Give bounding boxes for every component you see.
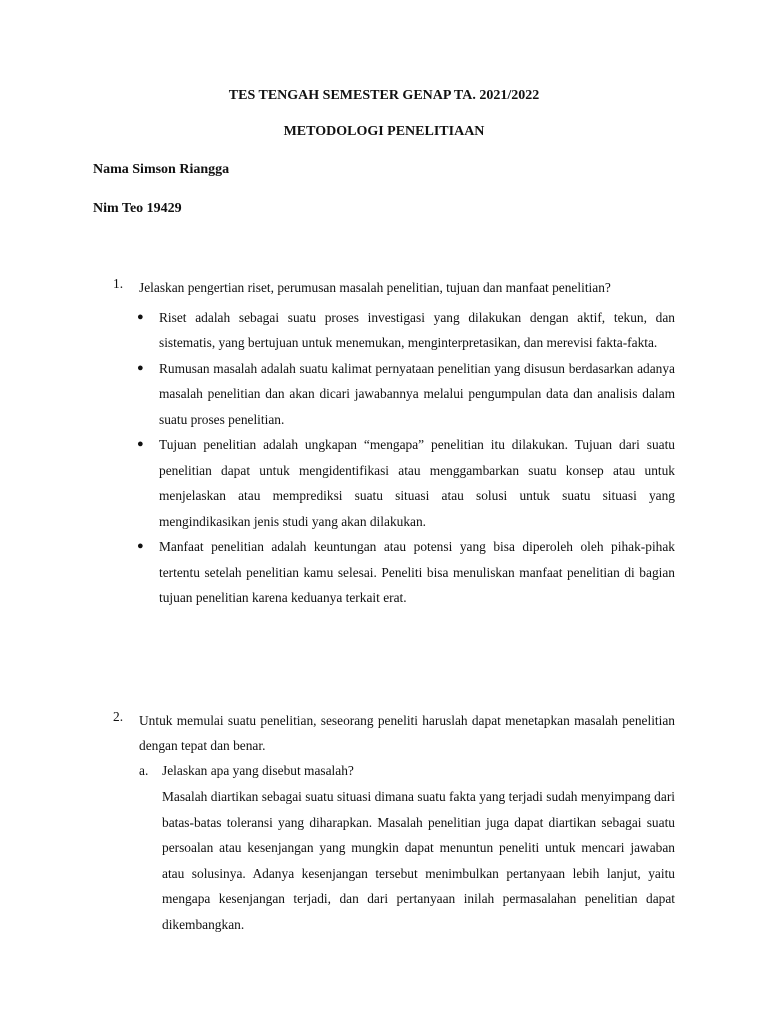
list-item — [137, 534, 675, 611]
question-number: 1. — [113, 276, 124, 291]
answer-list — [113, 305, 675, 611]
question-2 — [113, 709, 675, 938]
list-item — [137, 356, 675, 433]
exam-title: TES TENGAH SEMESTER GENAP TA. 2021/2022 — [228, 88, 540, 103]
bullet-icon: ● — [137, 540, 144, 552]
sub-answer-text: Masalah diartikan sebagai suatu situasi dimana suatu fakta yang terjadi sudah menyimpang dari batas-batas toleransi yang diharapkan. Masalah penelitian juga dapat diartikan sebagai suatu persoalan atau kesenjangan yang mungkin dapat menuntun peneliti untuk mencari jawaban atau solusinya. Adanya kesenjangan tersebut menimbulkan pertanyaan lebih lanjut, yaitu mengapa kesenjangan terjadi, dan dari pertanyaan inilah permasalahan penelitian dapat dikembangkan. — [162, 789, 675, 932]
answer-text: Riset adalah sebagai suatu proses investigasi yang dilakukan dengan aktif, tekun, dan sistematis, yang bertujuan untuk menemukan, menginterpretasikan, dan merevisi fakta-fakta. — [159, 309, 675, 350]
question-number: 2. — [113, 709, 124, 724]
answer-text: Manfaat penelitian adalah keuntungan atau potensi yang bisa diperoleh oleh pihak-pihak tertentu setelah penelitian kamu selesai. Peneliti bisa menuliskan manfaat penelitian di bagian tujuan penelitian karena keduanya terkait erat. — [159, 539, 675, 605]
answer-text: Rumusan masalah adalah suatu kalimat pernyataan penelitian yang disusun berdasarkan adanya masalah penelitian dan akan dicari jawabannya melalui pengumpulan data dan analisis dalam suatu proses penelitian. — [159, 360, 675, 427]
list-item — [137, 432, 675, 534]
course-title: METODOLOGI PENELITIAAN — [283, 124, 485, 139]
question-text: Untuk memulai suatu penelitian, seseorang peneliti haruslah dapat menetapkan masalah penelitian dengan tepat dan benar. — [139, 713, 675, 753]
student-name: Nama Simson Riangga — [93, 162, 230, 177]
question-text: Jelaskan pengertian riset, perumusan masalah penelitian, tujuan dan manfaat penelitian? — [139, 280, 611, 295]
bullet-icon: ● — [137, 310, 144, 323]
sub-question-letter: a. — [139, 763, 149, 778]
answer-text: Tujuan penelitian adalah ungkapan “mengapa” penelitian itu dilakukan. Tujuan dari suatu penelitian dapat untuk mengidentifikasi atau menggambarkan suatu konsep atau untuk menjelaskan atau memprediksi suatu situasi atau solusi untuk suatu situasi yang mengindikasikan jenis studi yang akan dilakukan. — [159, 437, 675, 529]
student-nim: Nim Teo 19429 — [93, 201, 182, 216]
bullet-icon: ● — [137, 361, 144, 374]
sub-question-text: Jelaskan apa yang disebut masalah? — [162, 763, 354, 778]
question-1 — [113, 276, 675, 611]
bullet-icon: ● — [137, 438, 144, 450]
sub-question-a — [139, 758, 675, 938]
list-item — [137, 305, 675, 356]
